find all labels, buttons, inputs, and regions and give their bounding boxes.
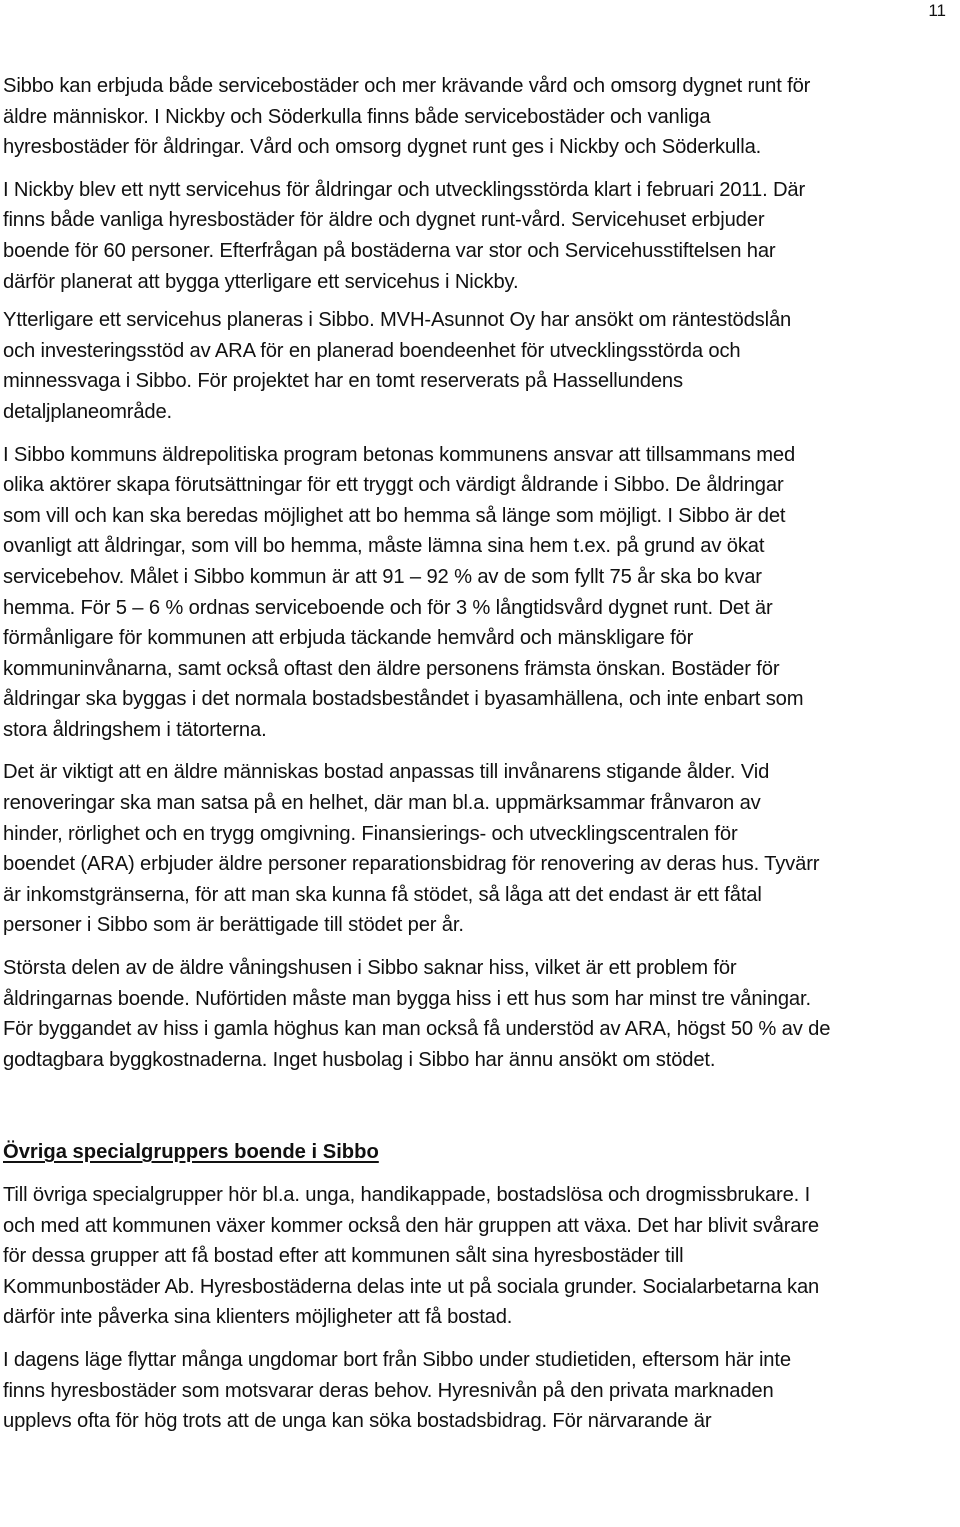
text-line: Största delen av de äldre våningshusen i Sibbo saknar hiss, vilket är ett problem för — [3, 957, 737, 980]
text-line: Kommunbostäder Ab. Hyresbostäderna delas inte ut på sociala grunder. Socialarbetarna kan — [3, 1275, 820, 1298]
text-line: I dagens läge flyttar många ungdomar bort från Sibbo under studietiden, eftersom här inte — [3, 1348, 791, 1371]
text-line: detaljplaneområde. — [3, 400, 173, 423]
section-heading: Övriga specialgruppers boende i Sibbo — [3, 1141, 379, 1164]
text-line: kommuninvånarna, samt också oftast den äldre personens främsta önskan. Bostäder för — [3, 657, 780, 680]
paragraph-care-options — [3, 71, 955, 163]
text-line: minnessvaga i Sibbo. För projektet har en tomt reserverats på Hassellundens — [3, 370, 683, 393]
paragraph-elderly-policy — [3, 440, 955, 746]
page-number: 11 — [928, 1, 946, 20]
text-line: åldringarnas boende. Nuförtiden måste man bygga hiss i ett hus som har minst tre våningar. — [3, 987, 811, 1010]
text-line: upplevs ofta för hög trots att de unga kan söka bostadsbidrag. För närvarande är — [3, 1410, 712, 1433]
text-line: boendet (ARA) erbjuder äldre personer reparationsbidrag för renovering av deras hus. Tyvärr — [3, 853, 820, 876]
text-line: hyresbostäder för åldringar. Vård och omsorg dygnet runt ges i Nickby och Söderkulla. — [3, 136, 762, 159]
paragraph-youth-housing — [3, 1345, 955, 1437]
text-line: hinder, rörlighet och en trygg omgivning. Finansierings- och utvecklingscentralen för — [3, 822, 738, 845]
text-line: därför planerat att bygga ytterligare ett servicehus i Nickby. — [3, 270, 519, 293]
text-line: Sibbo kan erbjuda både servicebostäder och mer krävande vård och omsorg dygnet runt för — [3, 75, 811, 97]
text-line: finns hyresbostäder som motsvarar deras behov. Hyresnivån på den privata marknaden — [3, 1379, 774, 1402]
text-line: och investeringsstöd av ARA för en planerad boendeenhet för utvecklingsstörda och — [3, 339, 741, 362]
paragraph-housing-adaptation — [3, 757, 955, 941]
text-line: servicebehov. Målet i Sibbo kommun är att 91 – 92 % av de som fyllt 75 år ska bo kvar — [3, 565, 762, 588]
text-line: ovanligt att åldringar, som vill bo hemma, måste lämna sina hem t.ex. på grund av ökat — [3, 535, 765, 558]
text-line: I Nickby blev ett nytt servicehus för åldringar och utvecklingsstörda klart i februari 2011. Där — [3, 178, 806, 201]
text-line: åldringar ska byggas i det normala bostadsbeståndet i byasamhällena, och inte enbart som — [3, 688, 804, 711]
text-line: stora åldringshem i tätorterna. — [3, 718, 267, 741]
text-line: därför inte påverka sina klienters möjligheter att få bostad. — [3, 1306, 513, 1329]
text-line: hemma. För 5 – 6 % ordnas serviceboende och för 3 % långtidsvård dygnet runt. Det är — [3, 596, 773, 619]
paragraph-nickby-servicehus — [3, 175, 955, 297]
text-line: personer i Sibbo som är berättigade till stödet per år. — [3, 914, 464, 937]
document-body — [3, 71, 955, 1437]
paragraph-planned-servicehus — [3, 305, 955, 427]
text-line: och med att kommunen växer kommer också den här gruppen att växa. Det har blivit svårare — [3, 1214, 819, 1237]
text-line: renoveringar ska man satsa på en helhet, där man bl.a. uppmärksammar frånvaron av — [3, 792, 761, 815]
paragraph-elevators — [3, 953, 955, 1075]
text-line: Det är viktigt att en äldre människas bostad anpassas till invånarens stigande ålder. Vid — [3, 761, 770, 784]
text-line: boende för 60 personer. Efterfrågan på bostäderna var stor och Servicehusstiftelsen har — [3, 239, 776, 262]
text-line: finns både vanliga hyresbostäder för äldre och dygnet runt-vård. Servicehuset erbjuder — [3, 209, 765, 232]
text-line: godtagbara byggkostnaderna. Inget husbolag i Sibbo har ännu ansökt om stödet. — [3, 1048, 716, 1071]
text-line: För byggandet av hiss i gamla höghus kan man också få understöd av ARA, högst 50 % av de — [3, 1018, 831, 1041]
text-line: Ytterligare ett servicehus planeras i Sibbo. MVH-Asunnot Oy har ansökt om räntestödslån — [3, 309, 792, 332]
text-line: är inkomstgränserna, för att man ska kunna få stödet, så låga att det endast är ett fåtal — [3, 883, 762, 906]
text-line: olika aktörer skapa förutsättningar för ett tryggt och värdigt åldrande i Sibbo. De åldringar — [3, 474, 784, 497]
text-line: förmånligare för kommunen att erbjuda täckande hemvård och mänskligare för — [3, 627, 694, 650]
text-line: Till övriga specialgrupper hör bl.a. unga, handikappade, bostadslösa och drogmissbrukare. I — [3, 1184, 811, 1206]
paragraph-special-groups — [3, 1180, 955, 1333]
text-line: äldre människor. I Nickby och Söderkulla finns både servicebostäder och vanliga — [3, 105, 711, 128]
text-line: som vill och kan ska beredas möjlighet att bo hemma så länge som möjligt. I Sibbo är det — [3, 504, 786, 527]
text-line: I Sibbo kommuns äldrepolitiska program betonas kommunens ansvar att tillsammans med — [3, 443, 796, 466]
text-line: för dessa grupper att få bostad efter att kommunen sålt sina hyresbostäder till — [3, 1245, 684, 1268]
